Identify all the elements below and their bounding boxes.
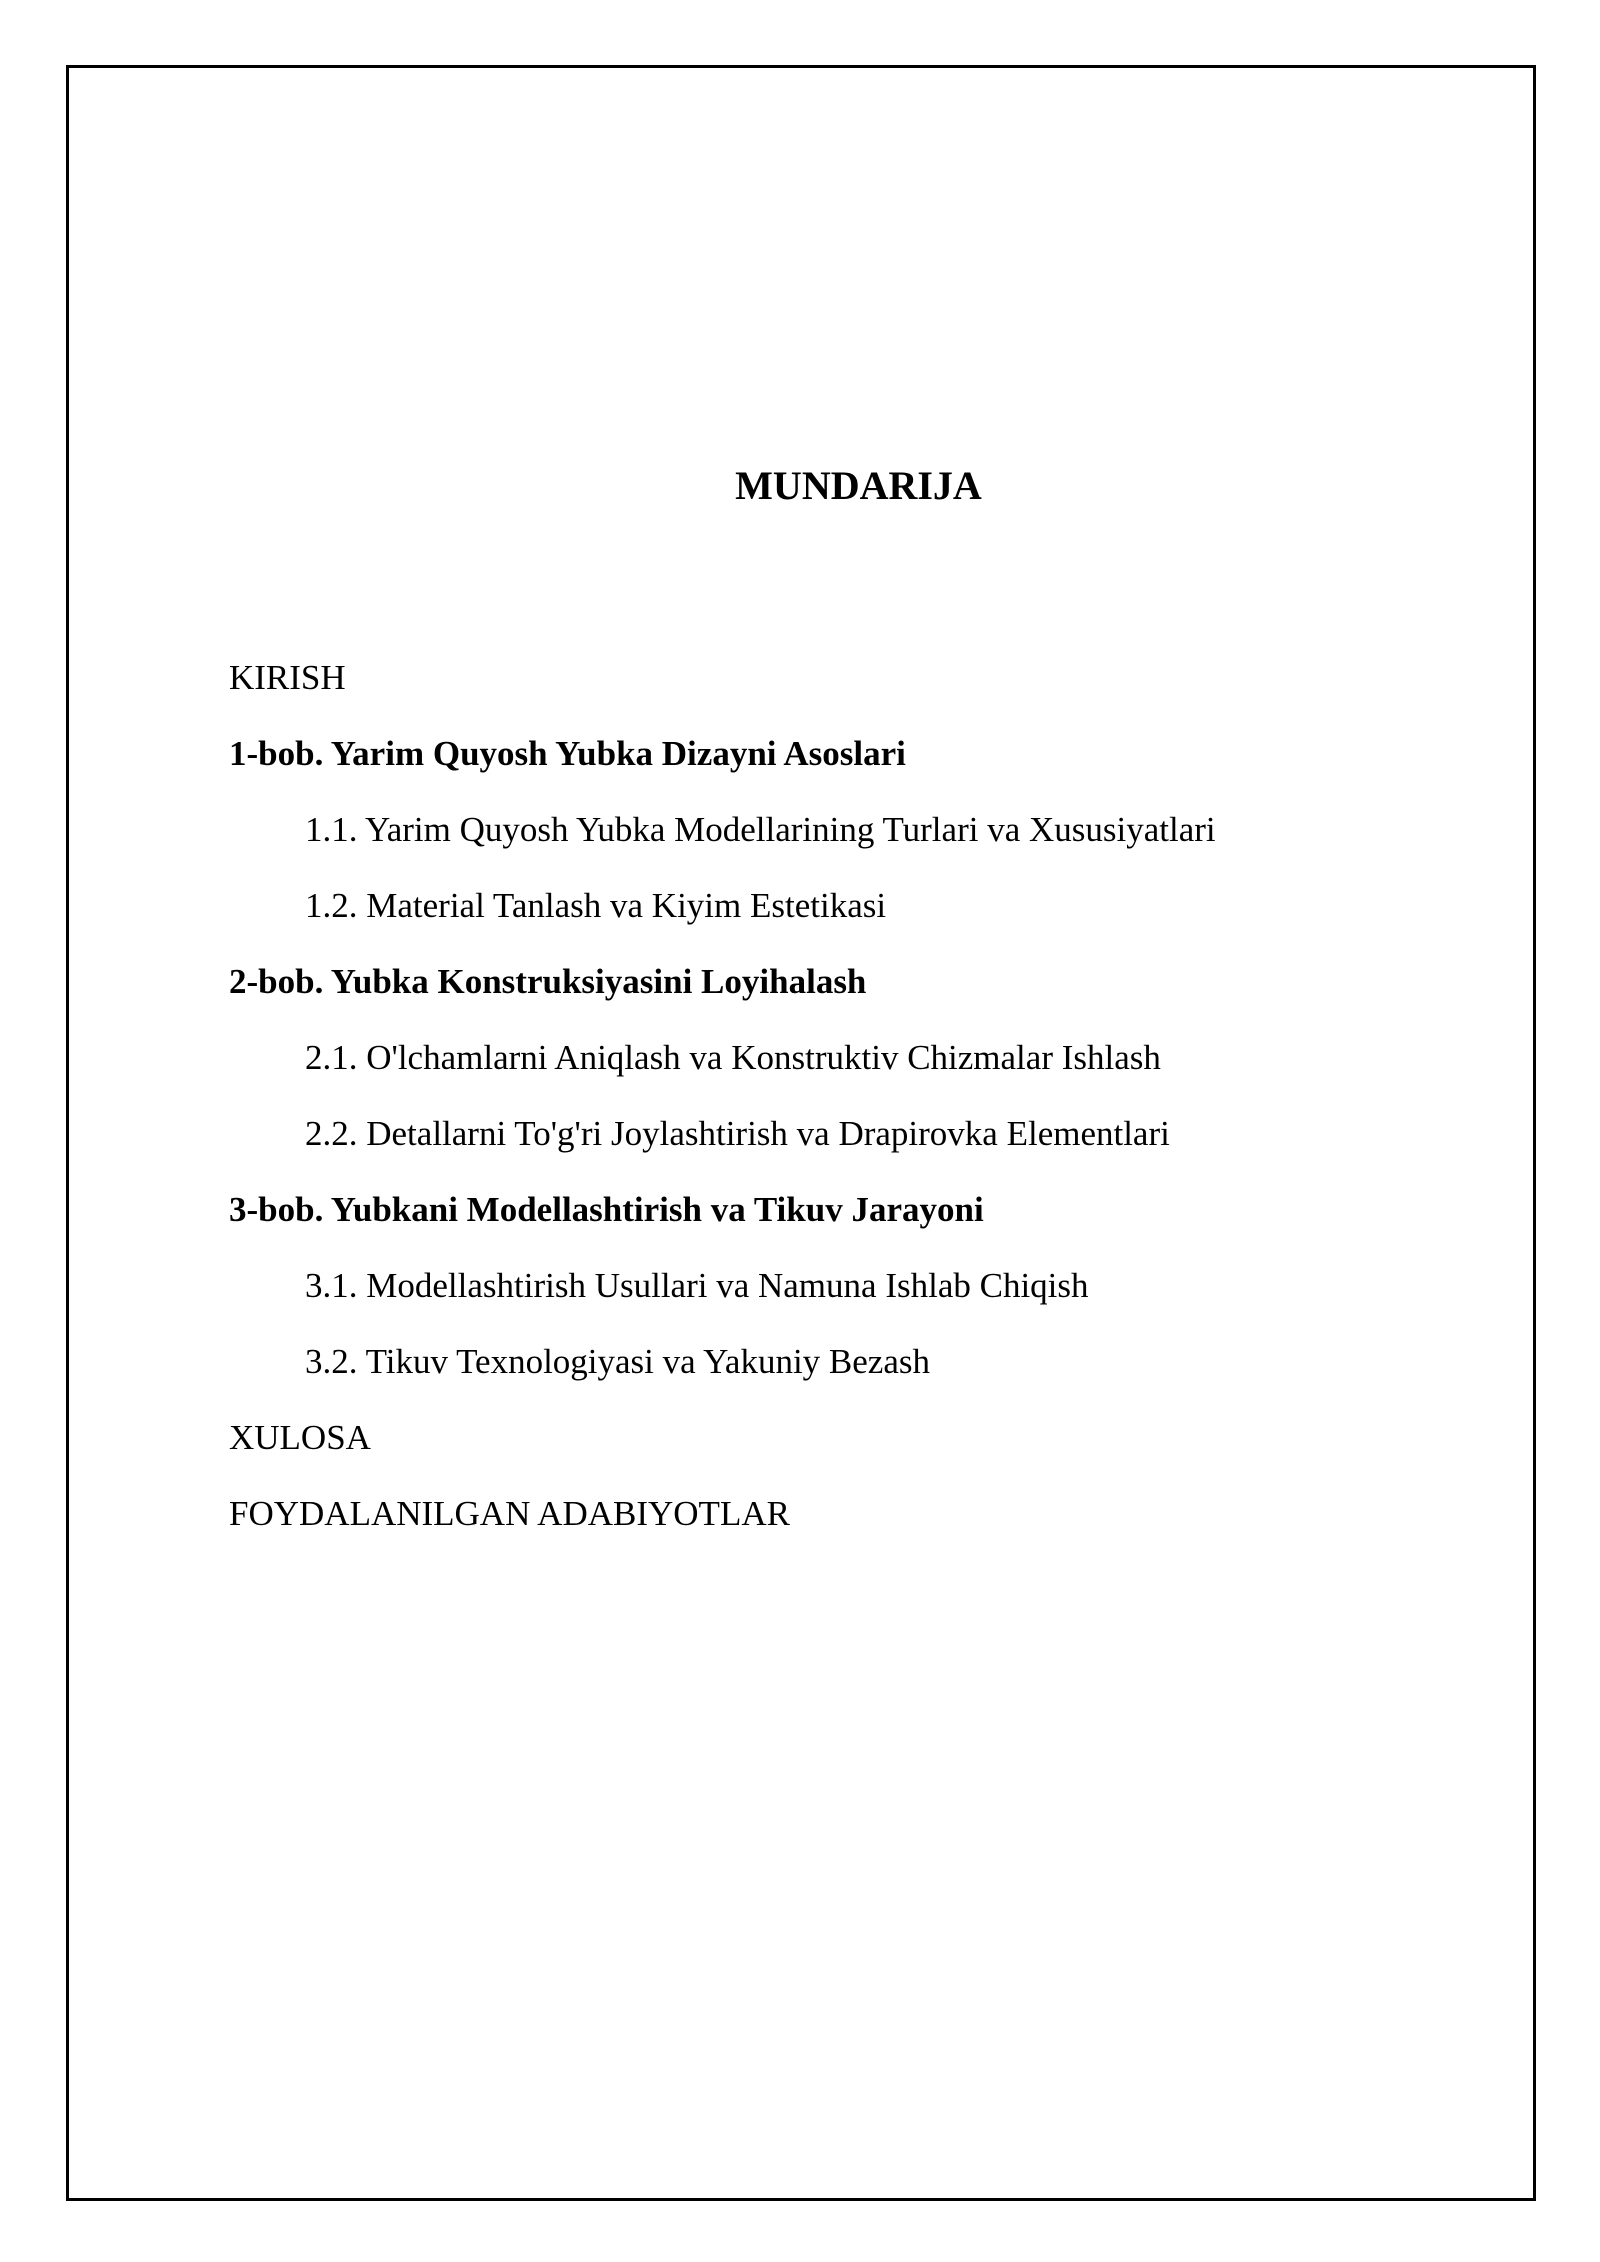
toc-section-1-2: 1.2. Material Tanlash va Kiyim Estetikasi xyxy=(305,886,887,925)
toc-chapter-3: 3-bob. Yubkani Modellashtirish va Tikuv Jarayoni xyxy=(229,1190,984,1229)
page-title: MUNDARIJA xyxy=(735,463,982,508)
toc-entry-introduction: KIRISH xyxy=(229,658,346,697)
toc-chapter-2: 2-bob. Yubka Konstruksiyasini Loyihalash xyxy=(229,962,867,1001)
toc-chapter-1: 1-bob. Yarim Quyosh Yubka Dizayni Asoslari xyxy=(229,734,906,773)
toc-section-3-2: 3.2. Tikuv Texnologiyasi va Yakuniy Bezash xyxy=(305,1342,930,1381)
table-of-contents xyxy=(229,640,1479,1552)
toc-entry-references: FOYDALANILGAN ADABIYOTLAR xyxy=(229,1494,790,1533)
toc-entry-conclusion: XULOSA xyxy=(229,1418,371,1457)
toc-section-3-1: 3.1. Modellashtirish Usullari va Namuna Ishlab Chiqish xyxy=(305,1266,1089,1305)
toc-section-1-1: 1.1. Yarim Quyosh Yubka Modellarining Turlari va Xususiyatlari xyxy=(305,810,1216,849)
toc-section-2-1: 2.1. O'lchamlarni Aniqlash va Konstruktiv Chizmalar Ishlash xyxy=(305,1038,1161,1077)
toc-section-2-2: 2.2. Detallarni To'g'ri Joylashtirish va Drapirovka Elementlari xyxy=(305,1114,1170,1153)
